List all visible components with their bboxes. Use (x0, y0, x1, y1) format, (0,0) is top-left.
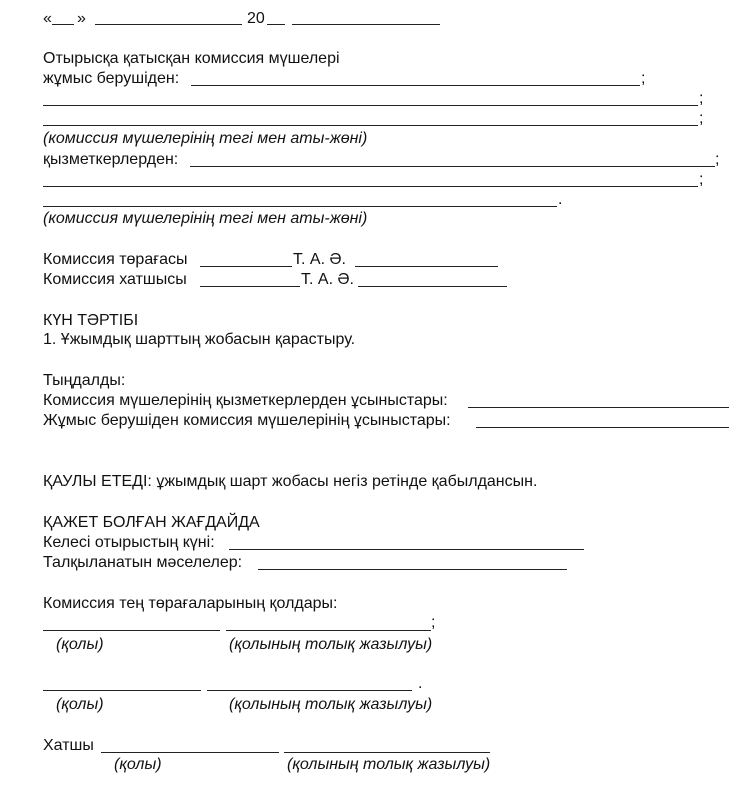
semicolon: ; (715, 151, 720, 168)
date-open-quote: « (43, 10, 52, 27)
employees-label: қызметкерлерден: (43, 151, 179, 168)
year-prefix: 20 (247, 10, 265, 27)
secretary-name-caption: (қолының толық жазылуы) (287, 756, 491, 773)
agenda-item-1: 1. Ұжымдық шарттың жобасын қарастыру. (43, 331, 356, 348)
chair-initials: Т. А. Ә. (293, 251, 346, 268)
date-close-quote: » (77, 10, 86, 27)
co-chair-2-signature-field[interactable] (43, 690, 201, 691)
employer-proposals-label: Жұмыс берушіден комиссия мүшелерінің ұсыныстары: (43, 412, 451, 429)
employee-members-field-3[interactable] (43, 206, 557, 207)
issues-field[interactable] (258, 569, 567, 570)
day-blank[interactable] (52, 24, 74, 25)
co-chair-1-name-caption: (қолының толық жазылуы) (229, 636, 433, 653)
month-blank[interactable] (95, 24, 242, 25)
next-meeting-label: Келесі отырыстың күні: (43, 534, 215, 551)
co-chair-2-signature-caption: (қолы) (56, 696, 104, 713)
chair-name-field[interactable] (355, 266, 498, 267)
resolution-text: ҚАУЛЫ ЕТЕДІ: ұжымдық шарт жобасы негіз ретінде қабылдансын. (43, 473, 538, 490)
secretary-sign-label: Хатшы (43, 737, 94, 754)
employer-label: жұмыс берушіден: (43, 70, 180, 87)
chair-signature-field[interactable] (200, 266, 292, 267)
secretary-sign-name-field[interactable] (284, 752, 490, 753)
secretary-label: Комиссия хатшысы (43, 271, 187, 288)
secretary-initials: Т. А. Ә. (301, 271, 354, 288)
employer-names-caption: (комиссия мүшелерінің тегі мен аты-жөні) (43, 130, 368, 147)
place-blank[interactable] (292, 24, 440, 25)
year-blank[interactable] (267, 24, 285, 25)
employer-members-field[interactable] (191, 85, 640, 86)
next-meeting-date-field[interactable] (229, 549, 584, 550)
heard-heading: Тыңдалды: (43, 372, 126, 389)
semicolon: ; (641, 70, 646, 87)
co-chairs-heading: Комиссия тең төрағаларының қолдары: (43, 595, 338, 612)
secretary-sign-signature-field[interactable] (101, 752, 279, 753)
employer-members-field-3[interactable] (43, 125, 698, 126)
employees-proposals-label: Комиссия мүшелерінің қызметкерлерден ұсыныстары: (43, 392, 448, 409)
period: . (558, 191, 563, 208)
co-chair-1-name-field[interactable] (226, 630, 431, 631)
period: . (418, 675, 423, 692)
employee-members-field[interactable] (190, 166, 715, 167)
issues-label: Талқыланатын мәселелер: (43, 554, 243, 571)
employee-names-caption: (комиссия мүшелерінің тегі мен аты-жөні) (43, 210, 368, 227)
secretary-signature-caption: (қолы) (114, 756, 162, 773)
semicolon: ; (699, 171, 704, 188)
chair-label: Комиссия төрағасы (43, 251, 188, 268)
employer-members-field-2[interactable] (43, 105, 698, 106)
agenda-heading: КҮН ТӘРТІБІ (43, 312, 139, 329)
secretary-signature-field[interactable] (200, 286, 300, 287)
if-needed-heading: ҚАЖЕТ БОЛҒАН ЖАҒДАЙДА (43, 514, 260, 531)
semicolon: ; (699, 110, 704, 127)
semicolon: ; (431, 614, 436, 631)
semicolon: ; (699, 90, 704, 107)
co-chair-2-name-caption: (қолының толық жазылуы) (229, 696, 433, 713)
co-chair-2-name-field[interactable] (207, 690, 412, 691)
employees-proposals-field[interactable] (468, 407, 729, 408)
employer-proposals-field[interactable] (476, 427, 729, 428)
co-chair-1-signature-field[interactable] (43, 630, 220, 631)
secretary-name-field[interactable] (358, 286, 507, 287)
employee-members-field-2[interactable] (43, 186, 698, 187)
co-chair-1-signature-caption: (қолы) (56, 636, 104, 653)
attendees-heading: Отырысқа қатысқан комиссия мүшелері (43, 50, 340, 67)
